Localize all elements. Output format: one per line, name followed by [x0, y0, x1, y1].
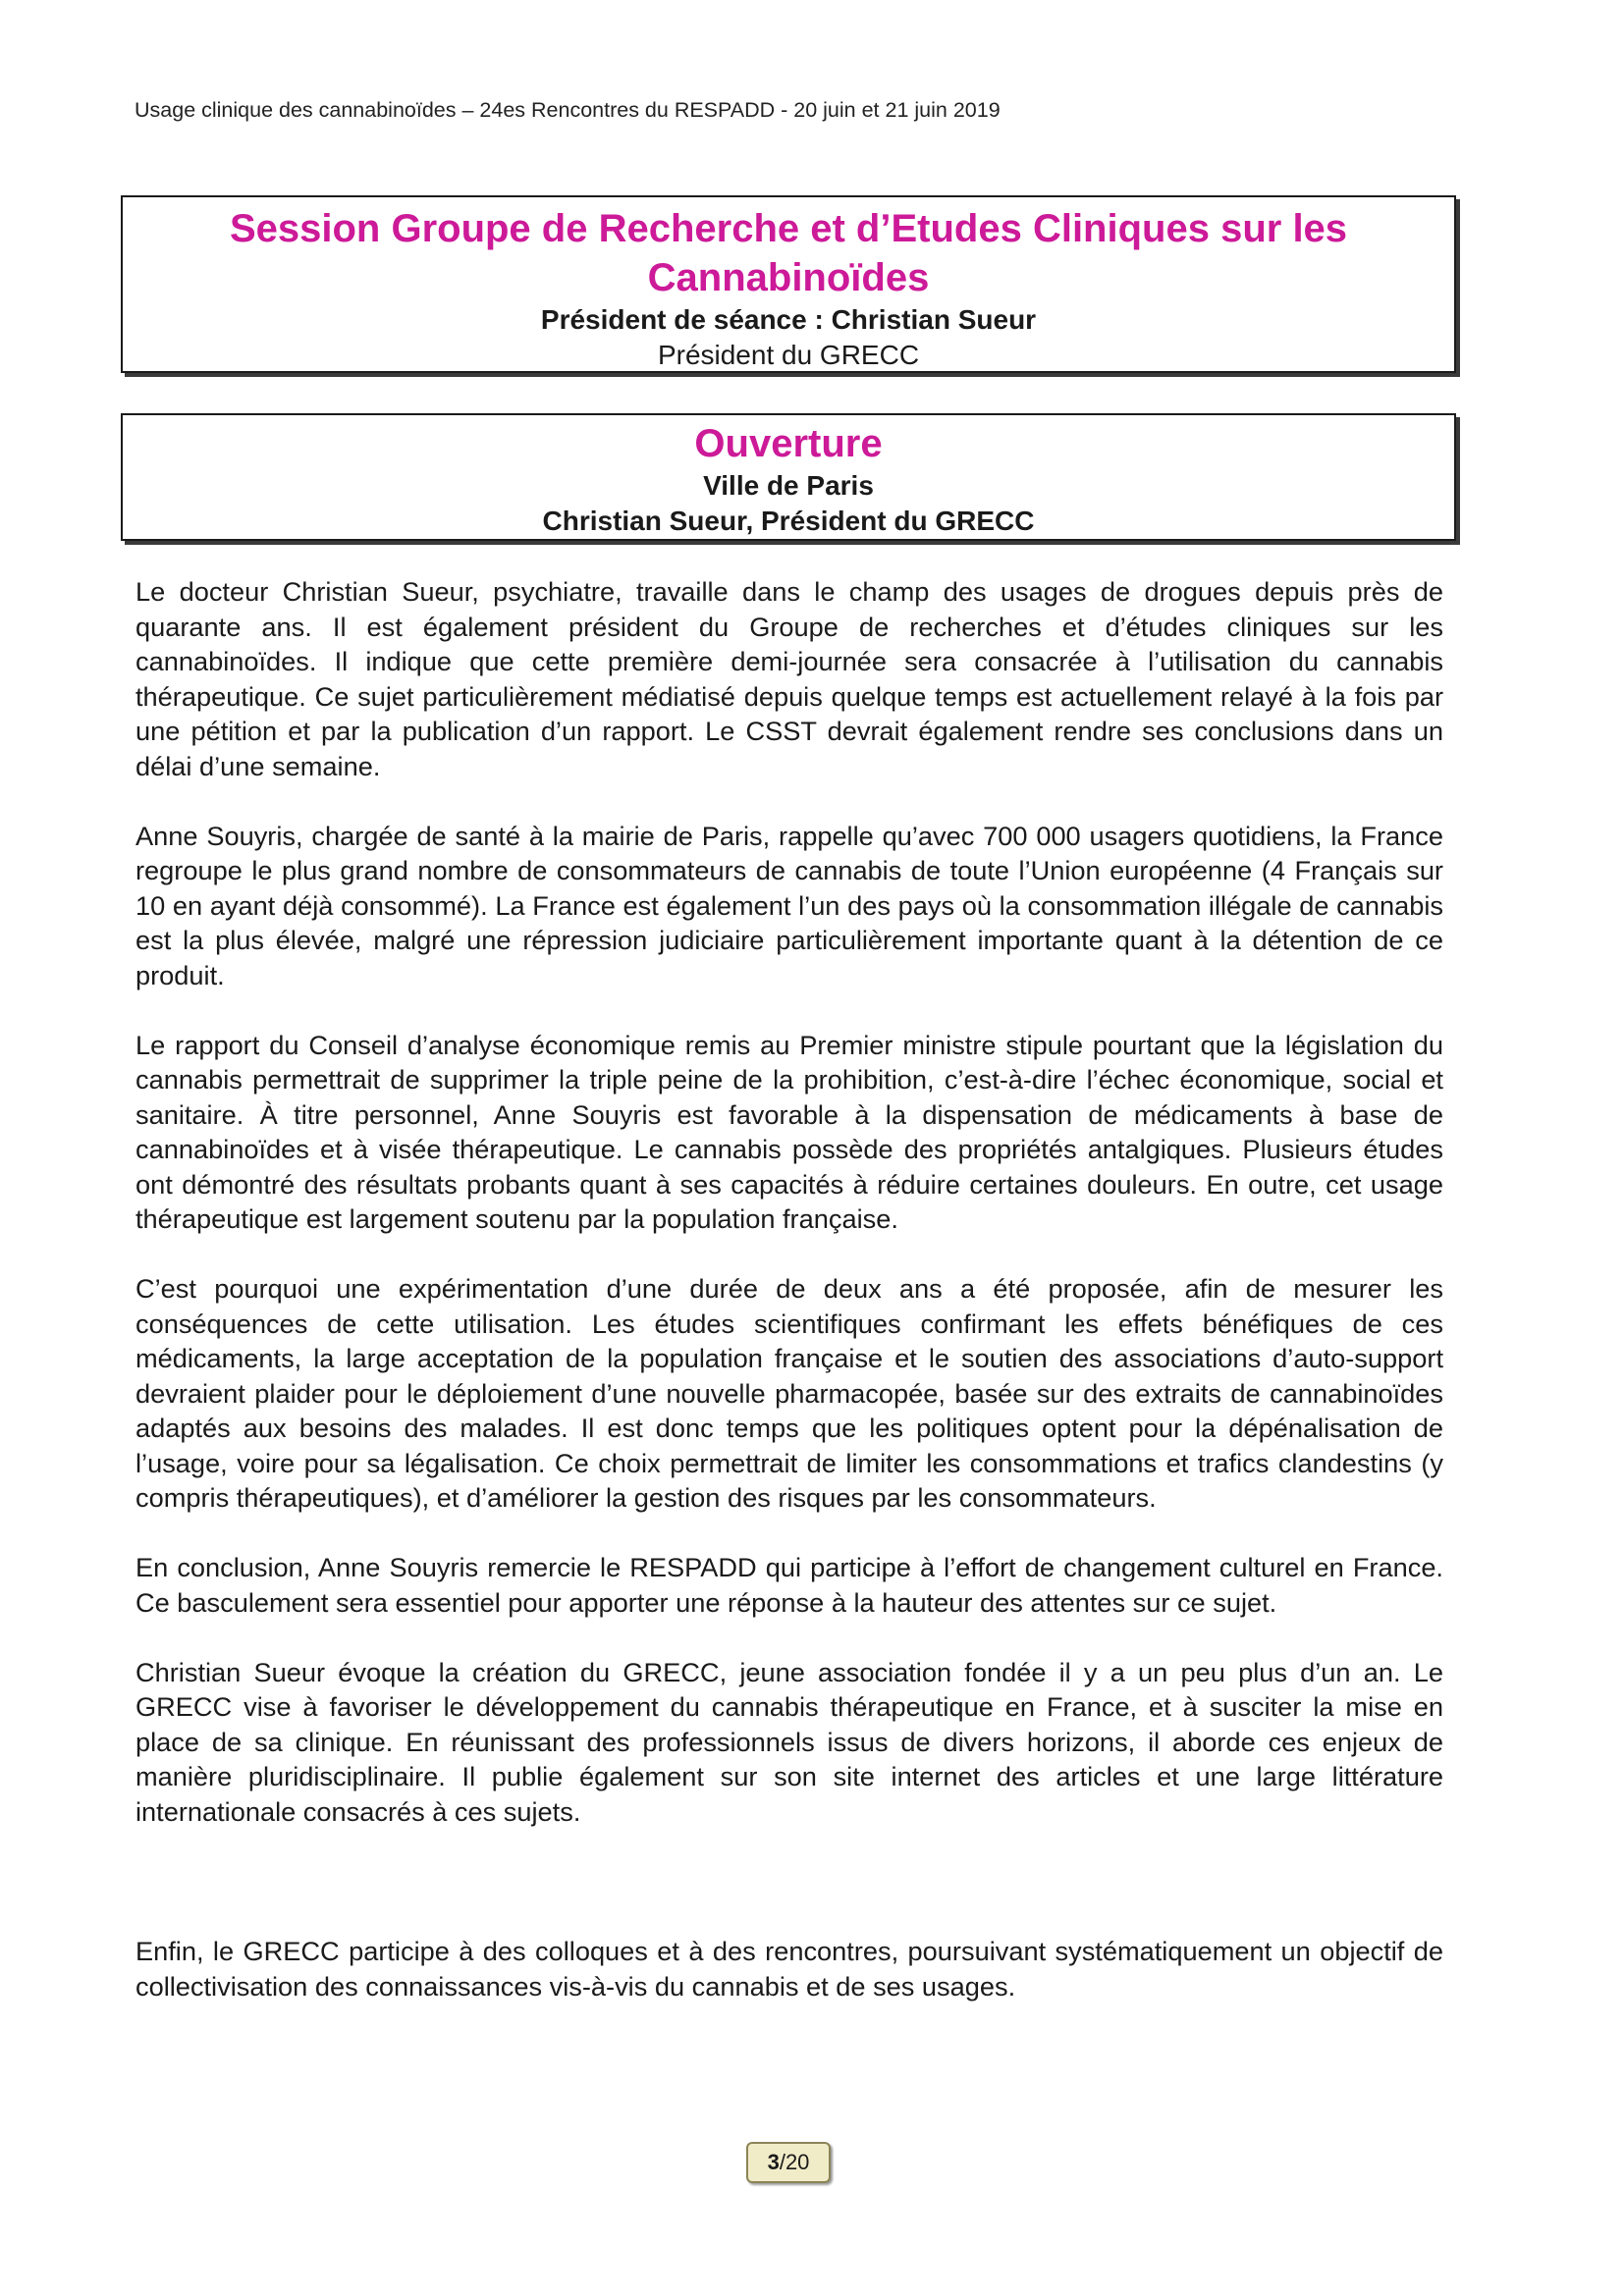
paragraph-grecc-colloques: Enfin, le GRECC participe à des colloques et à des rencontres, poursuivant systématiquement un objectif de collectivisation des connaissances vis-à-vis du cannabis et de ses usages. [135, 1936, 1443, 2002]
paragraph-cae-report: Le rapport du Conseil d’analyse économique remis au Premier ministre stipule pourtant que la législation du cannabis permettrait de supprimer la triple peine de la prohibition, c’est-à-dire l’échec économique, social et sanitaire. À titre personnel, Anne Souyris est favorable à la dispensation de médicaments à base de cannabinoïdes et à visée thérapeutique. Le cannabis possède des propriétés antalgiques. Plusieurs études ont démontré des résultats probants quant à ses capacités à réduire certaines douleurs. En outre, cet usage thérapeutique est largement soutenu par la population française. [135, 1029, 1443, 1234]
running-header: Usage clinique des cannabinoïdes – 24es Rencontres du RESPADD - 20 juin et 21 juin 2019 [135, 98, 1001, 122]
page-total: /20 [779, 2150, 810, 2174]
session-title-box [121, 195, 1456, 373]
paragraph-conclusion: En conclusion, Anne Souyris remercie le RESPADD qui participe à l’effort de changement culturel en France. Ce basculement sera essentiel pour apporter une réponse à la hauteur des attentes sur ce sujet. [135, 1552, 1443, 1618]
opening-speaker: Christian Sueur, Président du GRECC [542, 506, 1035, 536]
session-chair: Président de séance : Christian Sueur [540, 304, 1037, 335]
opening-title-box [121, 413, 1456, 541]
page-number-badge [746, 2142, 831, 2183]
opening-location: Ville de Paris [703, 470, 874, 501]
page-current: 3 [767, 2150, 780, 2174]
paragraph-intro: Le docteur Christian Sueur, psychiatre, travaille dans le champ des usages de drogues depuis près de quarante ans. Il est également président du Groupe de recherches et d’études cliniques sur les cannabinoïdes. Il indique que cette première demi-journée sera consacrée à l’utilisation du cannabis thérapeutique. Ce sujet particulièrement médiatisé depuis quelque temps est actuellement relayé à la fois par une pétition et par la publication d’un rapport. Le CSST devrait également rendre ses conclusions dans un délai d’une semaine. [135, 576, 1443, 781]
session-chair-role: Président du GRECC [657, 340, 920, 370]
paragraph-souyris-statistics: Anne Souyris, chargée de santé à la mairie de Paris, rappelle qu’avec 700 000 usagers quotidiens, la France regroupe le plus grand nombre de consommateurs de cannabis de toute l’Union européenne (4 Français sur 10 en ayant déjà consommé). La France est également l’un des pays où la consommation illégale de cannabis est la plus élevée, malgré une répression judiciaire particulièrement importante quant à la détention de ce produit. [135, 820, 1443, 990]
opening-title: Ouverture [694, 422, 883, 465]
session-title-line1: Session Groupe de Recherche et d’Etudes Cliniques sur les [229, 207, 1348, 250]
paragraph-grecc-creation: Christian Sueur évoque la création du GRECC, jeune association fondée il y a un peu plus d’un an. Le GRECC vise à favoriser le développement du cannabis thérapeutique en France, et à susciter la mise en place de sa clinique. En réunissant des professionnels issus de divers horizons, il aborde ces enjeux de manière pluridisciplinaire. Il publie également sur son site internet des articles et une large littérature internationale consacrés à ces sujets. [135, 1656, 1443, 1827]
session-title-line2: Cannabinoïdes [647, 256, 930, 299]
paragraph-experimentation: C’est pourquoi une expérimentation d’une durée de deux ans a été proposée, afin de mesurer les conséquences de cette utilisation. Les études scientifiques confirmant les effets bénéfiques de ces médicaments, la large acceptation de la population française et le soutien des associations d’auto-support devraient plaider pour le déploiement d’une nouvelle pharmacopée, basée sur des extraits de cannabinoïdes adaptés aux besoins des malades. Il est donc temps que les politiques optent pour la dépénalisation de l’usage, voire pour sa légalisation. Ce choix permettrait de limiter les consommations et trafics clandestins (y compris thérapeutiques), et d’améliorer la gestion des risques par les consommateurs. [135, 1273, 1443, 1513]
body-text [135, 574, 1443, 2039]
